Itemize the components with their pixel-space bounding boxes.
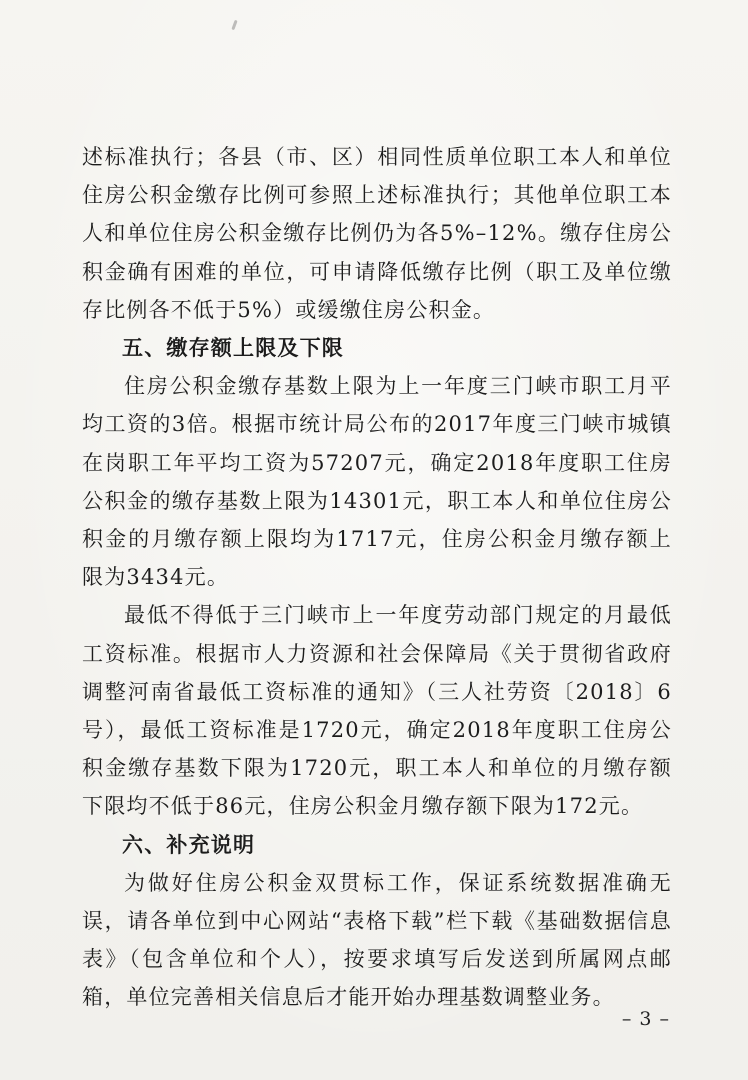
paragraph-upper-limit: 住房公积金缴存基数上限为上一年度三门峡市职工月平均工资的3倍。根据市统计局公布的2017年度三门峡市城镇在岗职工年平均工资为57207元，确定2018年度职工住房公积金的缴存基数上限为14301元，职工本人和单位住房公积金的月缴存额上限均为1717元，住房公积金月缴存额上限为3434元。	[82, 374, 672, 590]
paragraph-lower-limit: 最低不得低于三门峡市上一年度劳动部门规定的月最低工资标准。根据市人力资源和社会保障局《关于贯彻省政府调整河南省最低工资标准的通知》（三人社劳资〔2018〕6号），最低工资标准是1720元，确定2018年度职工住房公积金缴存基数下限为1720元，职工本人和单位的月缴存额下限均不低于86元，住房公积金月缴存额下限为172元。	[82, 603, 672, 819]
section-heading-five: 五、缴存额上限及下限	[122, 335, 344, 361]
section-heading-six: 六、补充说明	[122, 831, 256, 857]
paragraph-continuation: 述标准执行；各县（市、区）相同性质单位职工本人和单位住房公积金缴存比例可参照上述标准执行；其他单位职工本人和单位住房公积金缴存比例仍为各5%–12%。缴存住房公积金确有困难的单位，可申请降低缴存比例（职工及单位缴存比例各不低于5%）或缓缴住房公积金。	[82, 145, 672, 322]
document-body	[82, 138, 672, 1017]
page-number: – 3 –	[621, 1008, 670, 1030]
paragraph-supplementary: 为做好住房公积金双贯标工作，保证系统数据准确无误，请各单位到中心网站“表格下载”栏下载《基础数据信息表》（包含单位和个人），按要求填写后发送到所属网点邮箱，单位完善相关信息后才能开始办理基数调整业务。	[82, 870, 672, 1010]
scan-mark	[231, 20, 237, 30]
